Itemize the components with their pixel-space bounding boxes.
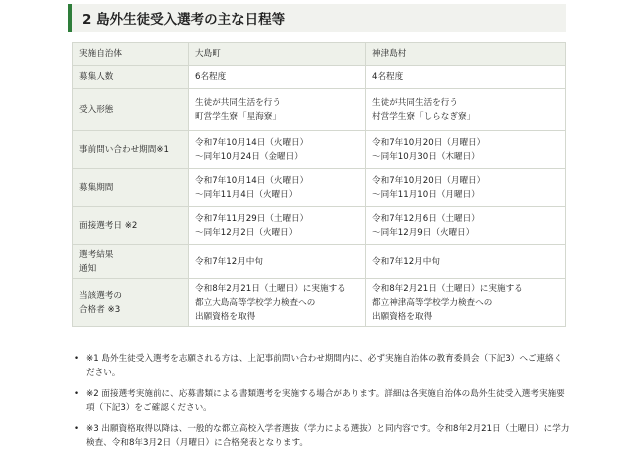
bullet-icon: •: [74, 354, 80, 364]
cell-line: 事前問い合わせ期間※1: [79, 144, 170, 155]
row-label: [73, 279, 189, 327]
table-row: [73, 279, 566, 327]
cell-line: 令和7年12月6日（土曜日）: [372, 213, 480, 224]
cell-line: 生徒が共同生活を行う: [372, 97, 458, 108]
kozushima-cell: [366, 131, 566, 169]
cell-line: 村営学生寮「しらなぎ寮」: [372, 111, 476, 122]
oshima-cell: [189, 245, 366, 279]
cell-line: 6名程度: [195, 72, 227, 82]
cell-line: 令和7年11月29日（土曜日）: [195, 213, 309, 224]
cell-line: 当該選考の: [79, 290, 122, 301]
cell-line: 令和7年10月14日（火曜日）: [195, 175, 309, 186]
row-label: [73, 66, 189, 89]
cell-line: ～同年10月30日（木曜日）: [372, 151, 480, 162]
note-text: ※2 面接選考実施前に、応募書類による書類選考を実施する場合があります。詳細は各実施自治体の島外生徒受入選考実施要項（下記3）をご確認ください。: [86, 389, 565, 413]
row-label: [73, 89, 189, 131]
cell-line: 令和7年10月20日（月曜日）: [372, 137, 486, 148]
cell-line: 町営学生寮「星海寮」: [195, 111, 281, 122]
cell-line: 選考結果: [79, 249, 114, 260]
cell-line: 面接選考日 ※2: [79, 220, 138, 231]
cell-line: 通知: [79, 263, 97, 274]
bullet-icon: •: [74, 424, 80, 434]
note-item: [74, 352, 570, 380]
table-row: [73, 89, 566, 131]
cell-line: 合格者 ※3: [79, 304, 121, 315]
cell-line: 令和8年2月21日（土曜日）に実施する: [195, 283, 346, 294]
table-row: [73, 169, 566, 207]
bullet-icon: •: [74, 389, 80, 399]
header-kozushima: 神津島村: [366, 43, 566, 66]
section-heading: 2 島外生徒受入選考の主な日程等: [68, 4, 566, 32]
cell-line: 出願資格を取得: [195, 311, 256, 322]
cell-line: 都立大島高等学校学力検査への: [195, 297, 316, 308]
kozushima-cell: [366, 89, 566, 131]
table-row: [73, 207, 566, 245]
table-row: [73, 131, 566, 169]
table-header-row: [73, 43, 566, 66]
oshima-cell: [189, 207, 366, 245]
oshima-cell: [189, 131, 366, 169]
cell-line: 出願資格を取得: [372, 311, 433, 322]
oshima-cell: [189, 66, 366, 89]
kozushima-cell: [366, 66, 566, 89]
cell-line: 令和7年12月中旬: [195, 256, 263, 267]
table-row: [73, 245, 566, 279]
row-label: [73, 131, 189, 169]
oshima-cell: [189, 89, 366, 131]
note-item: [74, 422, 570, 450]
oshima-cell: [189, 279, 366, 327]
cell-line: 都立神津高等学校学力検査への: [372, 297, 493, 308]
cell-line: ～同年11月4日（火曜日）: [195, 189, 298, 200]
oshima-cell: [189, 169, 366, 207]
kozushima-cell: [366, 245, 566, 279]
cell-line: 令和7年10月14日（火曜日）: [195, 137, 309, 148]
schedule-table: [72, 42, 566, 327]
cell-line: 令和7年10月20日（月曜日）: [372, 175, 486, 186]
cell-line: 令和7年12月中旬: [372, 256, 440, 267]
cell-line: 募集人数: [79, 72, 114, 82]
kozushima-cell: [366, 169, 566, 207]
note-item: [74, 387, 570, 415]
notes-list: [74, 352, 570, 457]
cell-line: ～同年12月9日（火曜日）: [372, 227, 475, 238]
cell-line: 受入形態: [79, 104, 114, 115]
cell-line: ～同年12月2日（火曜日）: [195, 227, 298, 238]
row-label: [73, 169, 189, 207]
kozushima-cell: [366, 207, 566, 245]
header-municipality: 実施自治体: [73, 43, 189, 66]
table-row: [73, 66, 566, 89]
cell-line: 生徒が共同生活を行う: [195, 97, 281, 108]
cell-line: 4名程度: [372, 72, 404, 82]
cell-line: 令和8年2月21日（土曜日）に実施する: [372, 283, 523, 294]
cell-line: 募集期間: [79, 182, 114, 193]
row-label: [73, 245, 189, 279]
kozushima-cell: [366, 279, 566, 327]
note-text: ※3 出願資格取得以降は、一般的な都立高校入学者選抜（学力による選抜）と同内容です。令和8年2月21日（土曜日）に学力検査、令和8年3月2日（月曜日）に合格発表となります。: [86, 424, 570, 448]
cell-line: ～同年10月24日（金曜日）: [195, 151, 303, 162]
cell-line: ～同年11月10日（月曜日）: [372, 189, 480, 200]
header-oshima: 大島町: [189, 43, 366, 66]
note-text: ※1 島外生徒受入選考を志願される方は、上記事前問い合わせ期間内に、必ず実施自治体の教育委員会（下記3）へご連絡ください。: [86, 354, 563, 378]
row-label: [73, 207, 189, 245]
